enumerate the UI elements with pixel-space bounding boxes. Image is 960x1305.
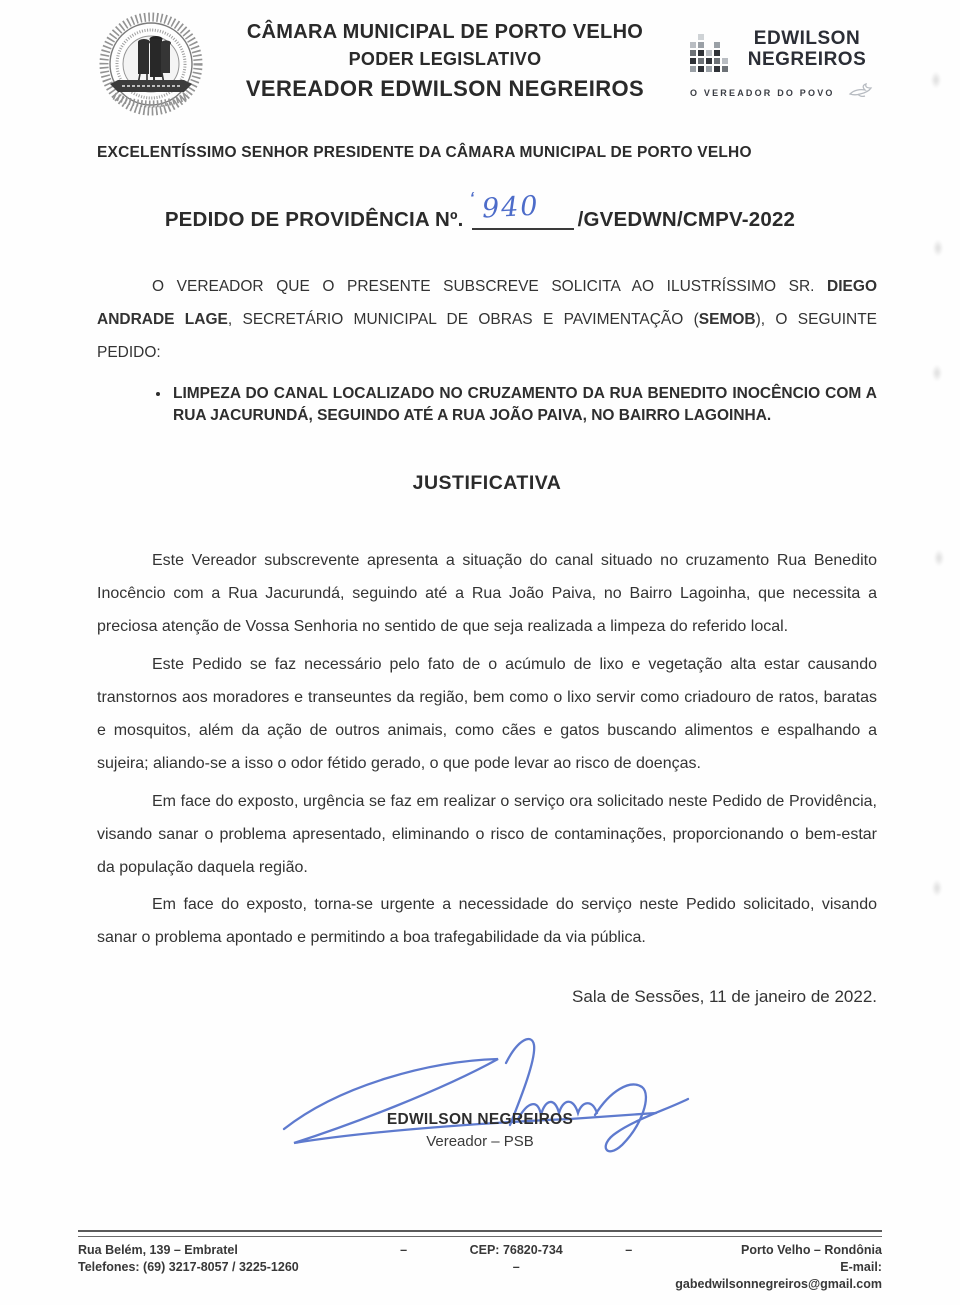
letterhead — [0, 0, 960, 128]
logo-first-name: EDWILSON — [753, 28, 861, 49]
footer-dash: – — [512, 1260, 520, 1274]
secretary-name: DIEGO ANDRADE LAGE — [97, 278, 877, 328]
pixel-bars-icon — [690, 34, 730, 82]
document-title — [60, 190, 900, 232]
footer-cep: CEP: 76820-734 — [469, 1243, 563, 1257]
request-bullet-list — [97, 383, 877, 428]
signature-block — [0, 1015, 960, 1165]
org-title-block — [210, 18, 680, 104]
addressee-line: EXCELENTÍSSIMO SENHOR PRESIDENTE DA CÂMARA MUNICIPAL DE PORTO VELHO — [97, 144, 752, 161]
request-paragraph — [97, 270, 877, 369]
logo-name-block — [734, 28, 880, 70]
place-date-line: Sala de Sessões, 11 de janeiro de 2022. — [572, 987, 877, 1007]
footer-contact-grid — [78, 1242, 882, 1293]
org-name: CÂMARA MUNICIPAL DE PORTO VELHO — [246, 21, 644, 43]
footer-spacer — [367, 1259, 439, 1293]
justification-paragraph: Em face do exposto, urgência se faz em realizar o serviço ora solicitado neste Pedido de Providência, visando sanar o problema apresentado, eliminando o risco de contaminações, proporcionando o bem-estar da população daquela região. — [97, 792, 877, 876]
request-after: ), O SEGUINTE PEDIDO: — [97, 311, 877, 361]
justification-paragraphs — [97, 545, 877, 955]
justification-paragraph: Este Pedido se faz necessário pelo fato de o acúmulo de lixo e vegetação alta estar causando transtornos aos moradores e transeuntes da região, bem como o lixo servir como criadouro de ratos, baratas e mosquitos, além da ação de outros animais, como cães e gatos buscando alimentos e espalhando a sujeira; aliando-se a isso o odor fétido gerado, o que pode levar ao risco de doenças. — [97, 655, 877, 772]
footer-phones: Telefones: (69) 3217-8057 / 3225-1260 — [78, 1260, 299, 1274]
logo-tagline: O VEREADOR DO POVO — [690, 88, 835, 98]
footer-dash: – — [625, 1243, 633, 1257]
document-number-field — [469, 190, 574, 230]
footer-email: E-mail: gabedwilsonnegreiros@gmail.com — [675, 1260, 882, 1291]
justification-paragraph: Em face do exposto, torna-se urgente a necessidade do serviço neste Pedido solicitado, visando sanar o problema apontado e permitindo a boa trafegabilidade da via pública. — [97, 896, 877, 947]
logo-last-name: NEGREIROS — [747, 49, 867, 70]
scan-artifact — [931, 72, 941, 88]
document-body — [97, 270, 877, 955]
org-abbr: SEMOB — [698, 311, 756, 328]
municipal-seal-icon — [94, 12, 208, 122]
handwritten-number: 940 — [480, 190, 540, 225]
footer-address: Rua Belém, 139 – Embratel — [78, 1243, 238, 1257]
footer-dash: – — [400, 1243, 408, 1257]
title-prefix: PEDIDO DE PROVIDÊNCIA Nº. — [164, 208, 464, 231]
org-branch: PODER LEGISLATIVO — [348, 49, 542, 69]
scan-artifact — [934, 550, 944, 566]
dove-icon — [848, 82, 874, 100]
footer-spacer — [593, 1259, 665, 1293]
scan-artifact — [933, 240, 943, 256]
footer-city: Porto Velho – Rondônia — [741, 1243, 882, 1257]
vereador-logo — [690, 26, 880, 108]
scan-artifact — [932, 880, 942, 896]
justification-heading: JUSTIFICATIVA — [412, 471, 562, 494]
ink-tick-mark: ‘ — [469, 190, 475, 207]
list-item: • LIMPEZA DO CANAL LOCALIZADO NO CRUZAMENTO DA RUA BENEDITO INOCÊNCIO COM A RUA JACURUNDÁ, SEGUINDO ATÉ A RUA JOÃO PAIVA, NO BAIRRO LAGOINHA. — [171, 383, 877, 428]
footer-divider — [78, 1230, 882, 1237]
scan-artifact — [932, 365, 942, 381]
request-middle: , SECRETÁRIO MUNICIPAL DE OBRAS E PAVIMENTAÇÃO ( — [227, 311, 699, 328]
signature-ink — [270, 1033, 700, 1173]
signer-role: Vereador – PSB — [426, 1133, 534, 1151]
justification-paragraph: Este Vereador subscrevente apresenta a situação do canal situado no cruzamento Rua Benedito Inocêncio com a Rua Jacurundá, seguindo até a Rua João Paiva, no Bairro Lagoinha, que necessita a preciosa atenção de Vossa Senhoria no sentido de que seja realizada a limpeza do referido local. — [97, 551, 877, 635]
page-footer — [78, 1230, 882, 1293]
title-suffix: /GVEDWN/CMPV-2022 — [577, 208, 796, 231]
org-officeholder: VEREADOR EDWILSON NEGREIROS — [245, 76, 645, 101]
request-intro: O VEREADOR QUE O PRESENTE SUBSCREVE SOLICITA AO ILUSTRÍSSIMO SR. — [152, 278, 828, 295]
signer-name: EDWILSON NEGREIROS — [386, 1111, 574, 1129]
